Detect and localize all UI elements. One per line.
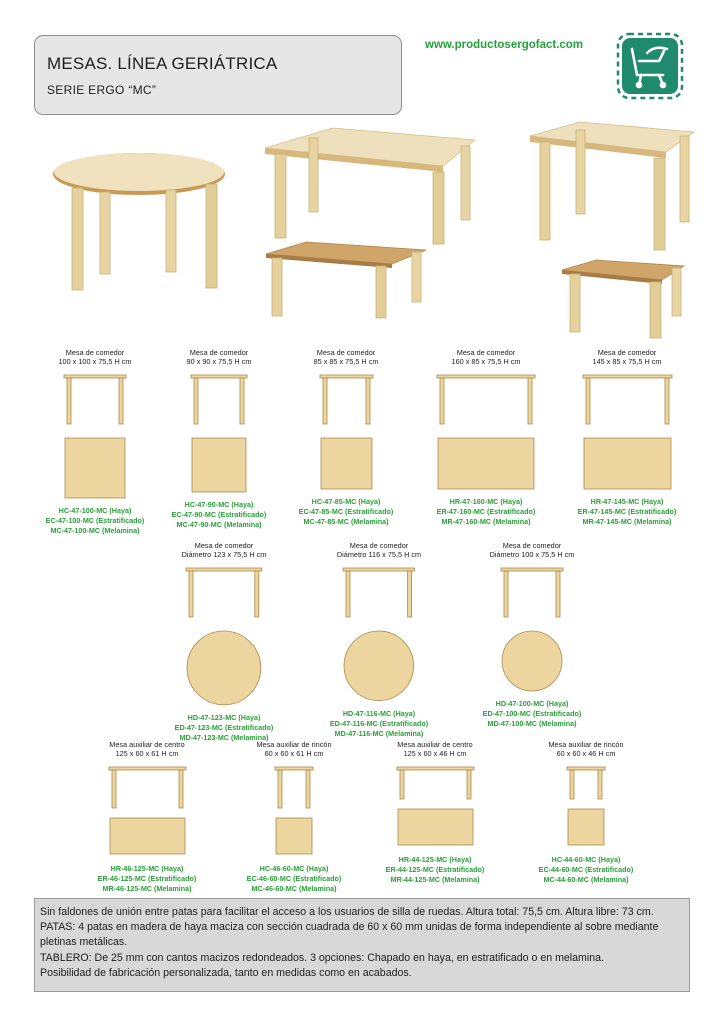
product-codes: [229, 864, 359, 894]
product-code: HC-47-90-MC (Haya): [184, 500, 254, 509]
table-leg: [467, 770, 471, 799]
product-code: ED-47-123-MC (Estratificado): [174, 722, 274, 732]
table-leg: [440, 378, 444, 424]
table-top-round: [187, 631, 261, 705]
product-codes: [314, 709, 444, 739]
side-table-photo: [264, 240, 428, 320]
product-codes: [154, 500, 284, 530]
product-code: EC-47-100-MC (Estratificado): [45, 516, 145, 525]
spec-dimensions: 125 x 60 x 46 H cm: [403, 749, 467, 758]
elevation-view: [274, 766, 314, 810]
spec-title: Mesa de comedor: [597, 348, 657, 357]
table-top: [110, 818, 185, 854]
table-top: [276, 818, 312, 854]
table-top-round: [502, 631, 562, 691]
table-spec: [281, 348, 411, 527]
table-top-edge: [437, 375, 535, 378]
footer-line-1: Sin faldones de unión entre patas para facilitar el acceso a los usuarios de silla de ruedas. Altura total: 75,5 cm. Altura libre: 73 cm.: [40, 906, 654, 918]
plan-view: [108, 816, 187, 856]
elevation-view: [436, 374, 536, 426]
table-top-edge: [397, 767, 474, 770]
table-top-edge: [343, 568, 415, 571]
product-code: HR-44-125-MC (Haya): [398, 855, 472, 864]
table-leg: [194, 378, 198, 424]
table-leg: [528, 378, 532, 424]
product-code: MR-46-125-MC (Melamina): [102, 884, 192, 893]
table-leg: [598, 770, 602, 799]
table-leg: [323, 378, 327, 424]
table-top: [321, 438, 372, 489]
elevation-view: [566, 766, 606, 801]
elevation-view: [108, 766, 187, 810]
table-spec: [154, 348, 284, 530]
spec-title: Mesa de comedor: [194, 541, 254, 550]
footer-notes: [34, 898, 690, 992]
small-square-table-photo: [560, 258, 686, 340]
table-leg: [556, 571, 560, 617]
spec-dimensions: 85 x 85 x 75,5 H cm: [313, 357, 379, 366]
elevation-view: [185, 567, 263, 619]
spec-dimensions: 90 x 90 x 75,5 H cm: [186, 357, 252, 366]
table-leg: [119, 378, 123, 424]
table-top: [438, 438, 534, 489]
product-codes: [82, 864, 212, 894]
table-leg: [570, 770, 574, 799]
square-table-photo: [528, 120, 696, 252]
spec-dimensions: Diámetro 100 x 75,5 H cm: [489, 550, 575, 559]
product-code: MD-47-116-MC (Melamina): [334, 728, 424, 738]
product-code: HD-47-123-MC (Haya): [187, 712, 261, 722]
product-code: MC-47-100-MC (Melamina): [50, 526, 140, 535]
table-top-edge: [191, 375, 247, 378]
rectangular-table-photo: [263, 126, 475, 246]
page-subtitle: SERIE ERGO “MC”: [47, 83, 157, 97]
product-code: MD-47-123-MC (Melamina): [179, 732, 269, 742]
spec-title: Mesa auxiliar de centro: [397, 740, 473, 749]
table-top-edge: [501, 568, 563, 571]
table-spec: [421, 348, 551, 527]
round-table-photo: [48, 150, 230, 295]
table-leg: [179, 770, 183, 808]
product-code: ER-47-160-MC (Estratificado): [436, 507, 536, 516]
table-spec: [521, 740, 651, 885]
spec-dimensions: 145 x 85 x 75,5 H cm: [592, 357, 662, 366]
table-leg: [240, 378, 244, 424]
table-leg: [189, 571, 193, 617]
table-leg: [586, 378, 590, 424]
table-top-edge: [64, 375, 126, 378]
product-code: MR-44-125-MC (Melamina): [390, 875, 480, 884]
page-title: MESAS. LÍNEA GERIÁTRICA: [47, 54, 278, 73]
table-leg: [346, 571, 350, 617]
spec-title: Mesa auxiliar de centro: [109, 740, 185, 749]
elevation-view: [396, 766, 475, 801]
product-code: MC-47-90-MC (Melamina): [176, 520, 262, 529]
table-top: [584, 438, 671, 489]
product-code: ER-47-145-MC (Estratificado): [577, 507, 677, 516]
product-code: MD-47-100-MC (Melamina): [487, 719, 577, 728]
product-code: MR-47-160-MC (Melamina): [441, 517, 531, 526]
elevation-view: [582, 374, 673, 426]
product-code: HD-47-116-MC (Haya): [342, 708, 416, 718]
product-code: HC-46-60-MC (Haya): [259, 864, 329, 873]
plan-view: [274, 816, 314, 856]
product-codes: [562, 497, 692, 527]
table-spec: [314, 541, 444, 739]
spec-dimensions: Diámetro 123 x 75,5 H cm: [181, 550, 267, 559]
spec-dimensions: Diámetro 116 x 75,5 H cm: [336, 550, 422, 559]
plan-view: [63, 436, 127, 500]
product-code: ED-47-100-MC (Estratificado): [482, 709, 582, 718]
spec-dimensions: 60 x 60 x 61 H cm: [264, 749, 324, 758]
plan-view: [396, 807, 475, 847]
product-code: HR-47-145-MC (Haya): [590, 497, 664, 506]
product-code: ER-44-125-MC (Estratificado): [385, 865, 485, 874]
elevation-view: [190, 374, 248, 426]
header-box: [34, 35, 402, 115]
table-leg: [278, 770, 282, 808]
product-codes: [521, 855, 651, 885]
table-leg: [306, 770, 310, 808]
table-spec: [370, 740, 500, 885]
spec-title: Mesa auxiliar de rincón: [548, 740, 624, 749]
table-top: [398, 809, 473, 845]
product-code: EC-44-60-MC (Estratificado): [538, 865, 634, 874]
table-top: [192, 438, 246, 492]
spec-dimensions: 160 x 85 x 75,5 H cm: [451, 357, 521, 366]
table-top-edge: [567, 767, 605, 770]
table-spec: [229, 740, 359, 894]
product-code: HR-46-125-MC (Haya): [110, 864, 184, 873]
table-top-edge: [320, 375, 373, 378]
table-spec: [562, 348, 692, 527]
product-code: HC-44-60-MC (Haya): [551, 855, 621, 864]
product-codes: [421, 497, 551, 527]
product-code: EC-47-90-MC (Estratificado): [171, 510, 267, 519]
plan-view: [500, 629, 564, 693]
website-link[interactable]: www.productosergofact.com: [425, 39, 584, 51]
spec-title: Mesa de comedor: [456, 348, 516, 357]
spec-dimensions: 100 x 100 x 75,5 H cm: [58, 357, 132, 366]
product-codes: [281, 497, 411, 527]
plan-view: [319, 436, 374, 491]
table-top-edge: [583, 375, 672, 378]
spec-title: Mesa de comedor: [502, 541, 562, 550]
table-spec: [82, 740, 212, 894]
table-top: [568, 809, 604, 845]
product-codes: [467, 699, 597, 729]
table-top-edge: [275, 767, 313, 770]
spec-title: Mesa de comedor: [316, 348, 376, 357]
product-code: HR-47-160-MC (Haya): [449, 497, 523, 506]
plan-view: [566, 807, 606, 847]
product-code: MC-46-60-MC (Melamina): [251, 884, 337, 893]
table-top: [65, 438, 125, 498]
table-leg: [400, 770, 404, 799]
product-code: MC-47-85-MC (Melamina): [303, 517, 389, 526]
spec-title: Mesa de comedor: [189, 348, 249, 357]
elevation-view: [319, 374, 374, 426]
plan-view: [190, 436, 248, 494]
footer-line-4: Posibilidad de fabricación personalizada, tanto en medidas como en acabados.: [40, 966, 412, 979]
product-code: MR-47-145-MC (Melamina): [582, 517, 672, 526]
product-code: HC-47-85-MC (Haya): [311, 497, 381, 506]
product-code: HC-47-100-MC (Haya): [58, 506, 132, 515]
table-leg: [255, 571, 259, 617]
table-top-round: [344, 631, 414, 701]
table-leg: [112, 770, 116, 808]
product-code: EC-47-85-MC (Estratificado): [298, 507, 394, 516]
table-spec: [467, 541, 597, 729]
plan-view: [436, 436, 536, 491]
footer-line-3: TABLERO: De 25 mm con cantos macizos redondeados. 3 opciones: Chapado en haya, en estratificado o en melamina.: [40, 951, 604, 964]
product-code: MC-44-60-MC (Melamina): [543, 875, 629, 884]
table-spec: [159, 541, 289, 743]
table-leg: [504, 571, 508, 617]
table-leg: [665, 378, 669, 424]
table-top-edge: [109, 767, 186, 770]
elevation-view: [63, 374, 127, 426]
spec-title: Mesa de comedor: [349, 541, 409, 550]
plan-view: [342, 629, 416, 703]
plan-view: [185, 629, 263, 707]
table-leg: [366, 378, 370, 424]
table-leg: [67, 378, 71, 424]
spec-dimensions: 60 x 60 x 46 H cm: [556, 749, 616, 758]
footer-line-2: PATAS: 4 patas en madera de haya maciza con sección cuadrada de 60 x 60 mm unidas de forma independiente al sobre mediante pletinas metálicas.: [40, 921, 659, 949]
table-top-edge: [186, 568, 262, 571]
product-code: ER-46-125-MC (Estratificado): [97, 874, 197, 883]
wheelchair-chair-logo-icon: [615, 31, 685, 101]
product-codes: [370, 855, 500, 885]
table-spec: [30, 348, 160, 536]
spec-dimensions: 125 x 60 x 61 H cm: [115, 749, 179, 758]
product-codes: [159, 713, 289, 743]
spec-title: Mesa de comedor: [65, 348, 125, 357]
product-code: HD-47-100-MC (Haya): [495, 699, 569, 708]
product-codes: [30, 506, 160, 536]
product-code: ED-47-116-MC (Estratificado): [329, 718, 429, 728]
spec-title: Mesa auxiliar de rincón: [256, 740, 332, 749]
elevation-view: [500, 567, 564, 619]
elevation-view: [342, 567, 416, 619]
plan-view: [582, 436, 673, 491]
table-leg: [408, 571, 412, 617]
product-code: EC-46-60-MC (Estratificado): [246, 874, 342, 883]
